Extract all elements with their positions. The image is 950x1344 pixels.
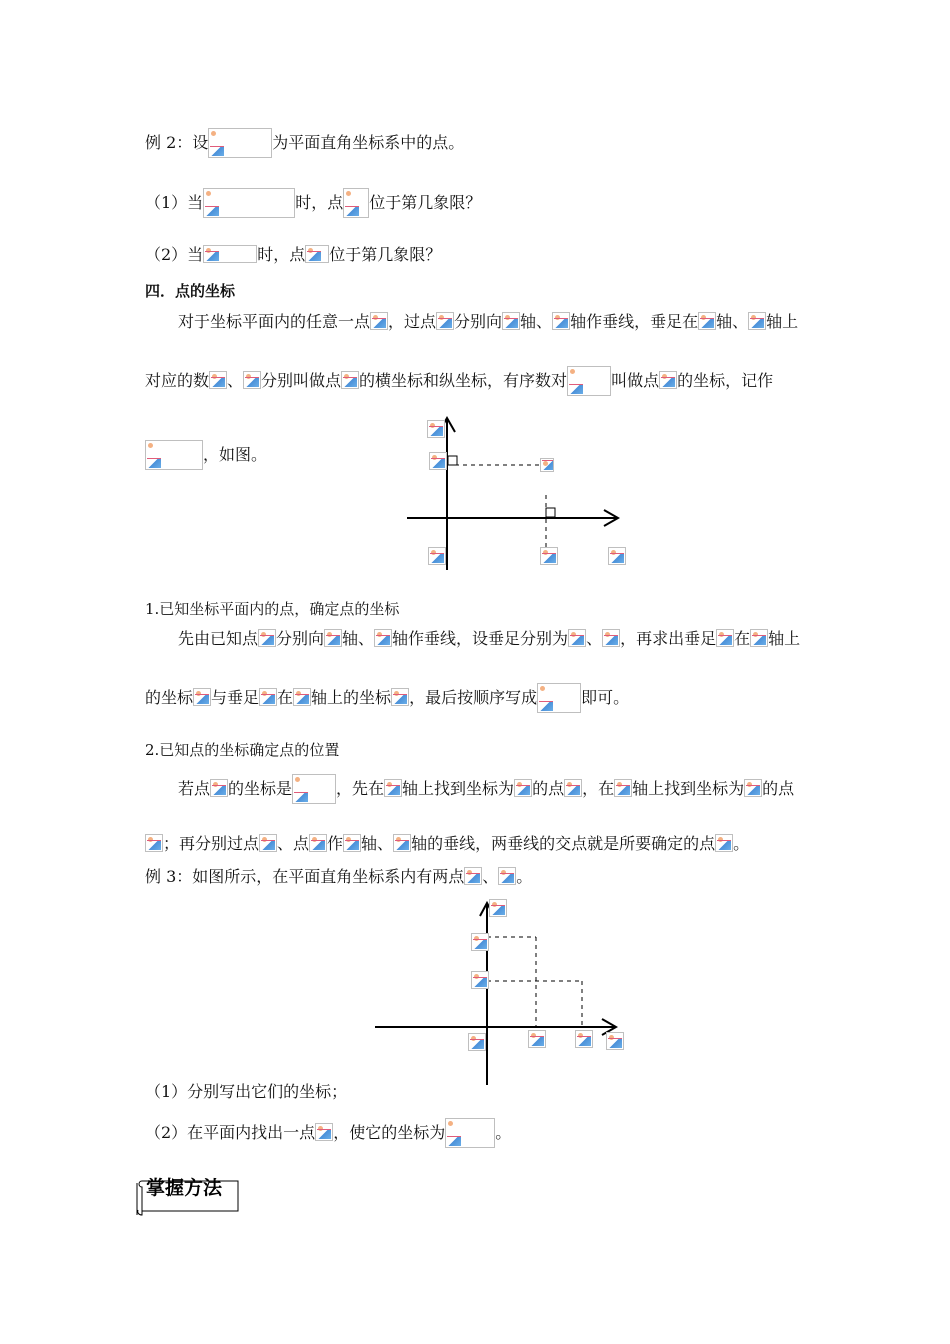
formula-image bbox=[748, 312, 766, 330]
formula-image bbox=[552, 312, 570, 330]
paragraph: 对于坐标平面内的任意一点 ，过点 分别向 轴、 轴作垂线，垂足在 轴、 轴上 bbox=[178, 312, 799, 331]
paragraph: 的坐标 与垂足 在 轴上的坐标 ，最后按顺序写成 即可。 bbox=[145, 683, 629, 713]
formula-image bbox=[315, 1123, 333, 1141]
formula-image bbox=[567, 366, 611, 396]
formula-image bbox=[145, 440, 203, 470]
formula-image bbox=[259, 688, 277, 706]
formula-image bbox=[498, 867, 516, 885]
formula-image bbox=[343, 834, 361, 852]
formula-image bbox=[744, 779, 762, 797]
right-angle-mark bbox=[448, 456, 457, 465]
formula-image bbox=[514, 779, 532, 797]
formula-image bbox=[715, 834, 733, 852]
formula-image bbox=[208, 128, 272, 158]
paragraph: 对应的数 、 分别叫做点 的横坐标和纵坐标，有序数对 叫做点 的坐标，记作 bbox=[145, 366, 773, 396]
paragraph: ；再分别过点 、点 作 轴、 轴的垂线，两垂线的交点就是所要确定的点 。 bbox=[145, 833, 749, 855]
axis-label-image bbox=[468, 1033, 486, 1051]
formula-image bbox=[602, 629, 620, 647]
formula-image bbox=[614, 779, 632, 797]
example-3-question-2: （2）在平面内找出一点 ，使它的坐标为 。 bbox=[145, 1118, 511, 1148]
formula-image bbox=[436, 312, 454, 330]
example-2-title: 例 2：设 为平面直角坐标系中的点。 bbox=[145, 128, 464, 158]
subsection-heading: 1.已知坐标平面内的点，确定点的坐标 bbox=[145, 600, 400, 618]
method-scroll-banner bbox=[136, 1173, 238, 1213]
formula-image bbox=[341, 371, 359, 389]
formula-image bbox=[659, 371, 677, 389]
right-angle-mark bbox=[546, 508, 555, 517]
formula-image bbox=[243, 371, 261, 389]
axis-label-image bbox=[427, 420, 445, 438]
axis-label-image bbox=[606, 1032, 624, 1050]
axis-label-image bbox=[429, 452, 447, 470]
formula-image bbox=[145, 834, 163, 852]
axis-label-image bbox=[528, 1030, 546, 1048]
formula-image bbox=[716, 629, 734, 647]
formula-image bbox=[370, 312, 388, 330]
paragraph: 若点 的坐标是 ，先在 轴上找到坐标为 的点 ，在 轴上找到坐标为 的点 bbox=[178, 774, 794, 804]
formula-image bbox=[464, 867, 482, 885]
formula-image bbox=[568, 629, 586, 647]
paragraph: 先由已知点 分别向 轴、 轴作垂线，设垂足分别为 、 ，再求出垂足 在 轴上 bbox=[178, 629, 801, 648]
formula-image bbox=[391, 688, 409, 706]
formula-image bbox=[393, 834, 411, 852]
example-2-question-2: （2）当 时，点 位于第几象限？ bbox=[145, 245, 442, 264]
formula-image bbox=[750, 629, 768, 647]
formula-image bbox=[537, 683, 581, 713]
formula-image bbox=[384, 779, 402, 797]
formula-image bbox=[203, 188, 295, 218]
axis-label-image bbox=[608, 547, 626, 565]
formula-image bbox=[292, 774, 336, 804]
formula-image bbox=[203, 245, 257, 263]
formula-image bbox=[564, 779, 582, 797]
axis-label-image bbox=[540, 547, 558, 565]
paragraph: ，如图。 bbox=[145, 440, 267, 470]
formula-image bbox=[324, 629, 342, 647]
point-label-image bbox=[540, 458, 554, 472]
axis-label-image bbox=[575, 1030, 593, 1048]
formula-image bbox=[343, 188, 369, 218]
formula-image bbox=[293, 688, 311, 706]
example-2-question-1: （1）当 时，点 位于第几象限？ bbox=[145, 188, 481, 218]
formula-image bbox=[502, 312, 520, 330]
formula-image bbox=[210, 779, 228, 797]
formula-image bbox=[258, 629, 276, 647]
method-title: 掌握方法 bbox=[146, 1177, 223, 1199]
coordinate-figure-2 bbox=[370, 895, 630, 1090]
formula-image bbox=[698, 312, 716, 330]
point-label-image bbox=[471, 933, 489, 951]
section-heading: 四．点的坐标 bbox=[145, 282, 236, 300]
example-3-question-1: （1）分别写出它们的坐标； bbox=[145, 1082, 348, 1101]
formula-image bbox=[374, 629, 392, 647]
point-label-image bbox=[471, 971, 489, 989]
axis-label-image bbox=[428, 547, 446, 565]
axis-label-image bbox=[489, 899, 507, 917]
formula-image bbox=[305, 245, 329, 263]
example-3-title: 例 3：如图所示，在平面直角坐标系内有两点 、 。 bbox=[145, 867, 533, 886]
formula-image bbox=[259, 834, 277, 852]
formula-image bbox=[309, 834, 327, 852]
formula-image bbox=[193, 688, 211, 706]
formula-image bbox=[209, 371, 227, 389]
subsection-heading: 2.已知点的坐标确定点的位置 bbox=[145, 741, 340, 759]
formula-image bbox=[445, 1118, 495, 1148]
